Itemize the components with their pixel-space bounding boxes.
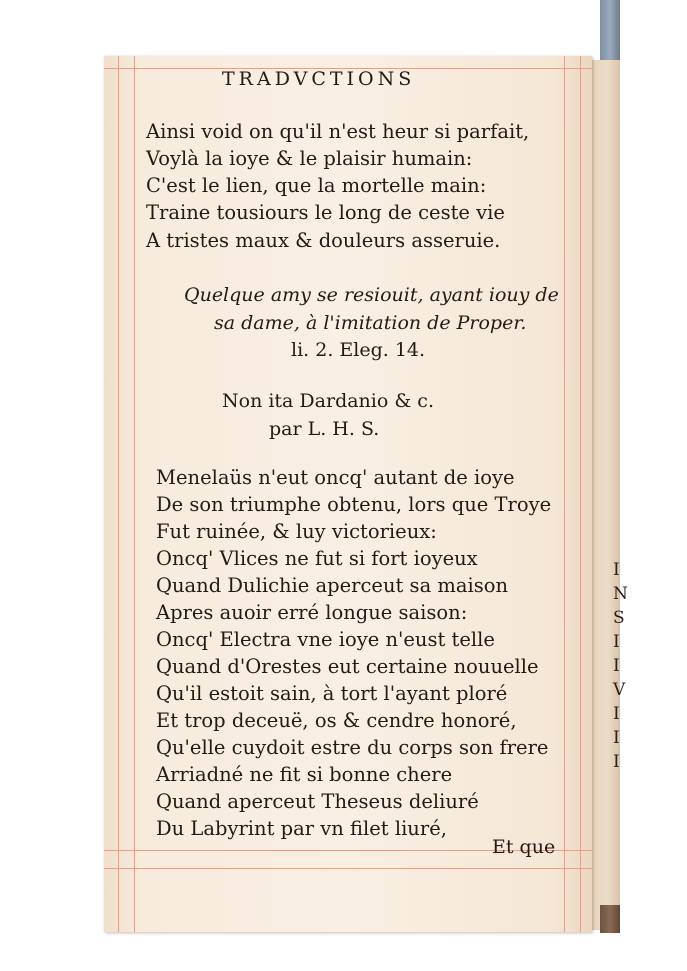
poem-author: par L. H. S. [269, 418, 380, 440]
verse-line: Traine tousiours le long de ceste vie [146, 201, 505, 224]
frame-rule-right-inner [564, 56, 565, 932]
book-page [104, 56, 592, 932]
verse-line: Quand aperceut Theseus deliuré [156, 790, 479, 813]
frame-rule-left-inner [134, 56, 135, 932]
facing-page-edge [590, 60, 620, 930]
verse-line: Arriadné ne fit si bonne chere [156, 763, 453, 786]
verse-line: Fut ruinée, & luy victorieux: [156, 520, 437, 543]
poem-heading-reference: li. 2. Eleg. 14. [291, 339, 426, 361]
verse-line: Qu'il estoit sain, à tort l'ayant ploré [156, 682, 508, 705]
verse-line: Apres auoir erré longue saison: [156, 601, 468, 624]
frame-rule-right [580, 56, 581, 932]
verse-line: Oncq' Vlices ne fut si fort ioyeux [156, 547, 478, 570]
poem-incipit: Non ita Dardanio & c. [222, 390, 434, 412]
poem-heading-line-2: sa dame, à l'imitation de Proper. [214, 312, 527, 334]
verse-line: Menelaüs n'eut oncq' autant de ioye [156, 466, 515, 489]
verse-line: Qu'elle cuydoit estre du corps son frere [156, 736, 549, 759]
frame-rule-bottom-outer [104, 868, 592, 869]
verse-line: Oncq' Electra vne ioye n'eust telle [156, 628, 495, 651]
verse-line: C'est le lien, que la mortelle main: [146, 174, 487, 197]
book-spine-bottom [600, 905, 620, 933]
verse-line: A tristes maux & douleurs asseruie. [146, 229, 501, 252]
frame-rule-left [118, 56, 119, 932]
poem-heading-line-1: Quelque amy se resiouit, ayant iouy de [184, 284, 559, 306]
verse-line: Et trop deceuë, os & cendre honoré, [156, 709, 517, 732]
verse-line: Quand Dulichie aperceut sa maison [156, 574, 509, 597]
verse-line: Quand d'Orestes eut certaine nouuelle [156, 655, 539, 678]
catchword: Et que [492, 836, 556, 858]
verse-line: De son triumphe obtenu, lors que Troye [156, 493, 552, 516]
verse-line: Ainsi void on qu'il n'est heur si parfait, [146, 120, 530, 143]
facing-page-initials: I N S I I V I I I [613, 560, 628, 772]
verse-line: Voylà la ioye & le plaisir humain: [146, 147, 473, 170]
verse-line: Du Labyrint par vn filet liuré, [156, 817, 447, 840]
running-head: TRADVCTIONS [222, 68, 416, 90]
